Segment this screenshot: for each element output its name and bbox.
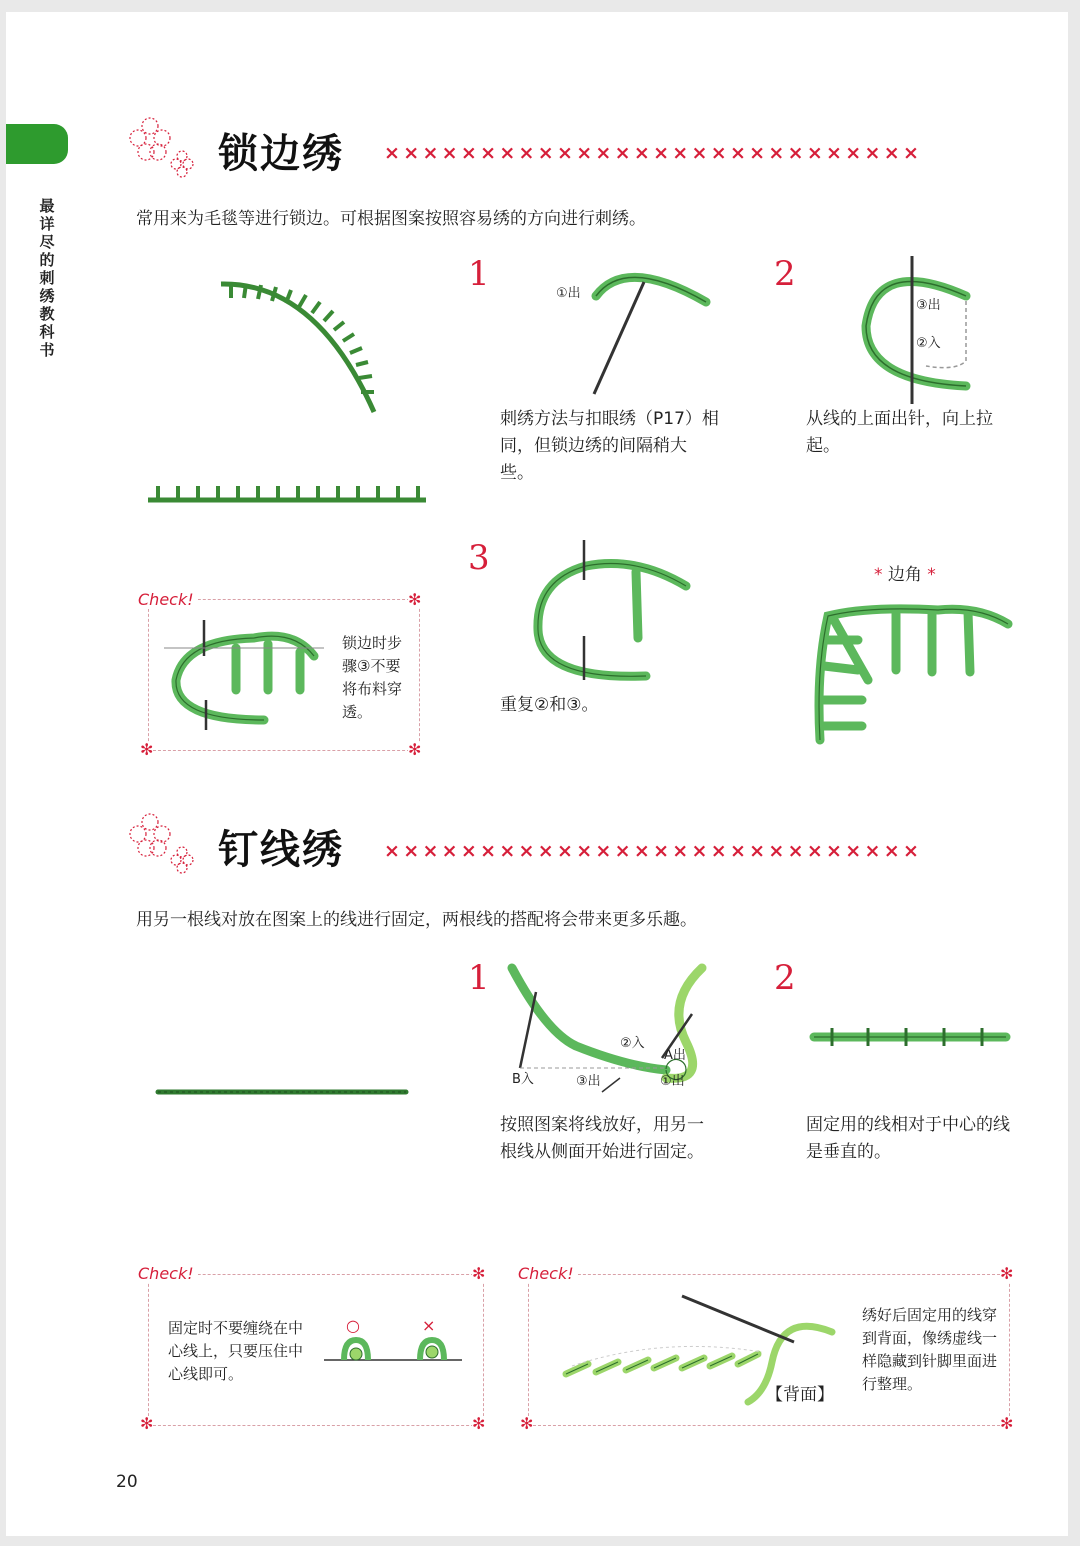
label-out-1: ①出: [556, 286, 581, 301]
correct-mark: ○: [346, 1316, 360, 1335]
flower-decoration-icon: [124, 804, 204, 874]
corner-stitch-illustration: [808, 600, 1018, 750]
step-number: 1: [468, 958, 490, 998]
page: [6, 12, 1068, 1536]
check2-note: 固定时不要缠绕在中心线上，只要压住中心线即可。: [168, 1319, 304, 1383]
star-icon: ✻: [140, 740, 154, 759]
page-number: 20: [116, 1472, 138, 1492]
couching-step2-illustration: [808, 1022, 1013, 1052]
step3-needle-illustration: [526, 540, 696, 690]
star-icon: ✻: [472, 1264, 486, 1283]
couching-step1-description: 按照图案将线放好，用另一根线从侧面开始进行固定。: [500, 1115, 704, 1162]
star-icon: ✻: [408, 590, 422, 609]
step-number: 2: [774, 958, 796, 998]
star-icon: ✻: [472, 1414, 486, 1433]
step-number: 1: [468, 254, 490, 294]
label-out-3: ③出: [916, 298, 941, 313]
cross-divider: ××××××××××××××××××××××××××××: [384, 142, 923, 164]
star-icon: ✻: [520, 1414, 534, 1433]
star-icon: ✻: [140, 1414, 154, 1433]
step1-description: 刺绣方法与扣眼绣（P17）相同，但锁边绣的间隔稍大些。: [500, 409, 719, 483]
wrong-mark: ×: [422, 1316, 436, 1335]
section-intro: 常用来为毛毯等进行锁边。可根据图案按照容易绣的方向进行刺绣。: [136, 209, 646, 229]
step3-description: 重复②和③。: [500, 695, 599, 715]
section-intro: 用另一根线对放在图案上的线进行固定，两根线的搭配将会带来更多乐趣。: [136, 910, 697, 930]
step2-needle-illustration: [856, 256, 986, 406]
couching-step1-illustration: [506, 962, 726, 1112]
step2-description: 从线的上面出针，向上拉起。: [806, 409, 993, 456]
check-label: Check!: [134, 590, 198, 609]
chapter-tab: [6, 124, 68, 164]
cross-divider: ××××××××××××××××××××××××××××: [384, 840, 923, 862]
check-label: Check!: [514, 1264, 578, 1283]
check2-illustration: [322, 1334, 464, 1364]
corner-label-text: 边角: [887, 565, 922, 585]
label-out-1: ①出: [660, 1074, 685, 1089]
check1-illustration: [164, 620, 334, 740]
step-number: 3: [468, 538, 490, 578]
star-icon: ✻: [1000, 1264, 1014, 1283]
blanket-stitch-sample-illustration: [136, 262, 436, 522]
section-title-couching-stitch: 钉线绣: [218, 827, 344, 873]
couching-sample-illustration: [156, 1086, 416, 1098]
star-icon: ✻: [1000, 1414, 1014, 1433]
label-in-2: ②入: [620, 1036, 645, 1051]
back-side-label: 【背面】: [766, 1385, 834, 1405]
step-number: 2: [774, 254, 796, 294]
couching-step2-description: 固定用的线相对于中心的线是垂直的。: [806, 1115, 1010, 1162]
label-in-2: ②入: [916, 336, 941, 351]
check3-note: 绣好后固定用的线穿到背面，像绣虚线一样隐藏到针脚里面进行整理。: [862, 1306, 998, 1393]
flower-decoration-icon: [124, 108, 204, 178]
check-label: Check!: [134, 1264, 198, 1283]
label-out-a: A出: [664, 1048, 686, 1063]
star-icon: ✻: [408, 740, 422, 759]
check1-note: 锁边时步骤③不要将布料穿透。: [342, 634, 403, 721]
corner-label: * 边角 *: [874, 565, 936, 585]
section-title-blanket-stitch: 锁边绣: [218, 131, 344, 177]
label-in-b: B入: [512, 1072, 534, 1087]
label-out-3: ③出: [576, 1074, 601, 1089]
book-title-vertical: 最详尽的刺绣教科书: [39, 197, 55, 359]
step1-needle-illustration: [586, 262, 726, 402]
